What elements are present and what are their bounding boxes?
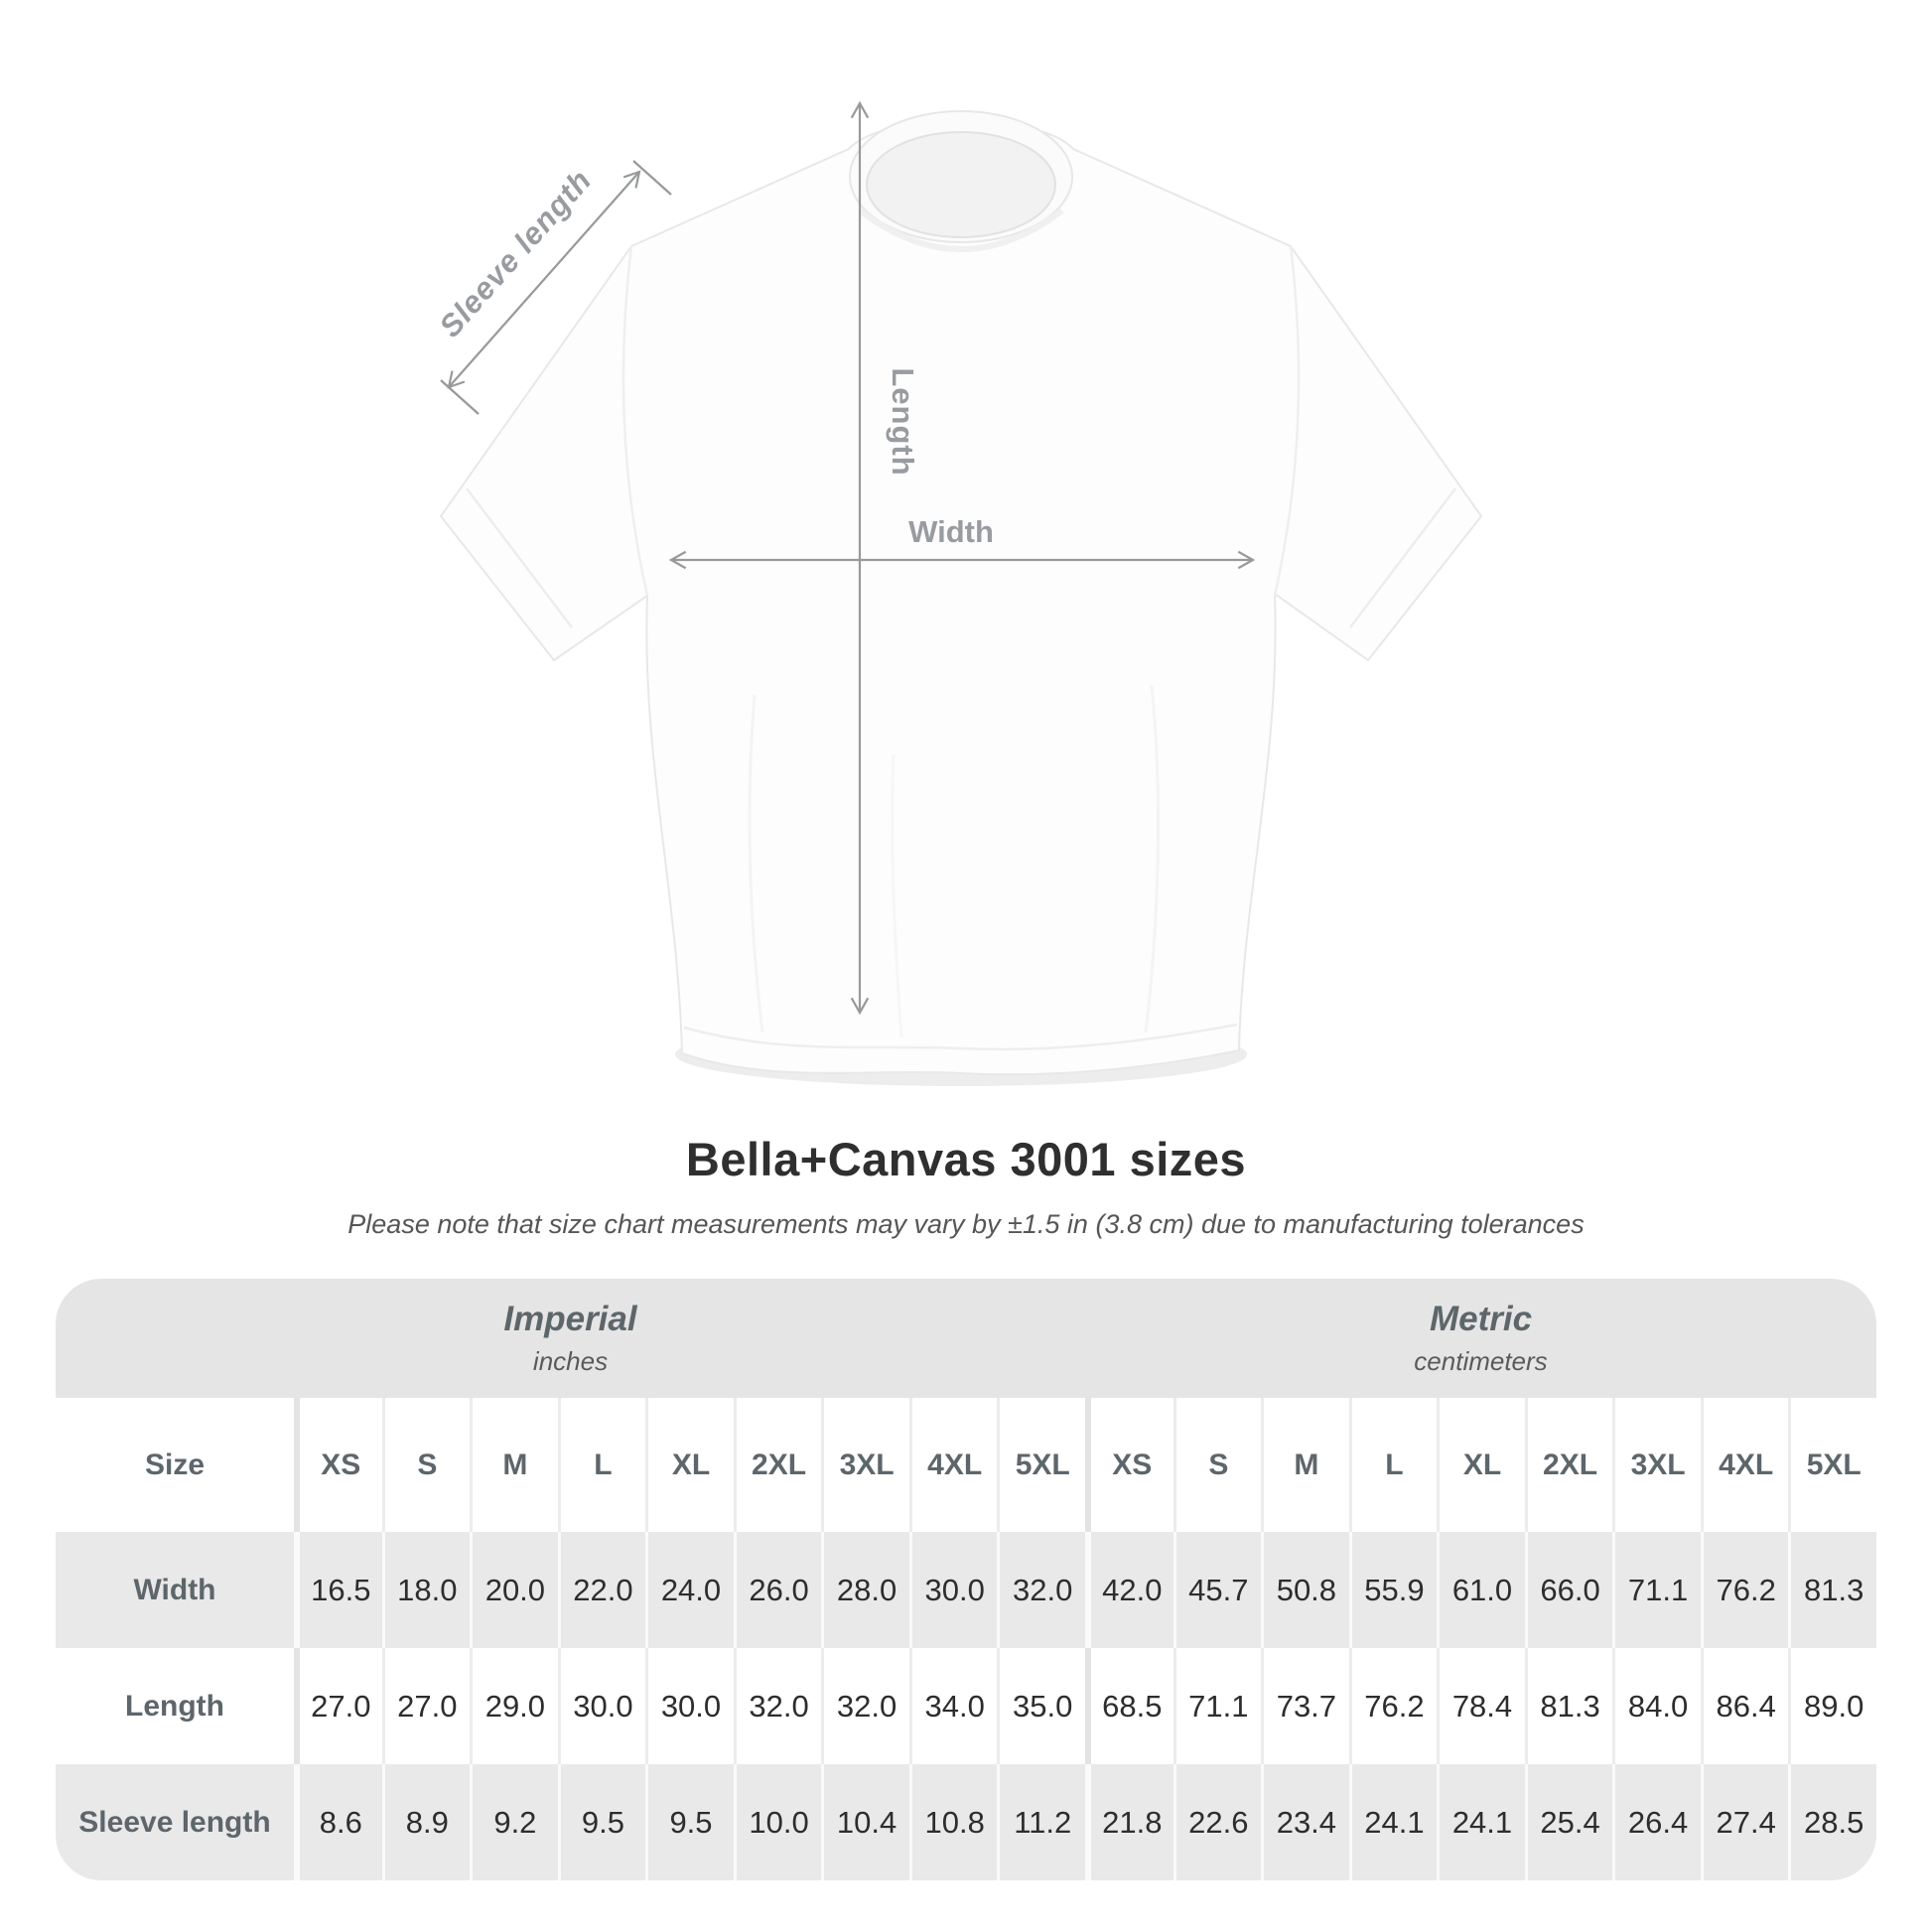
value-cell: 20.0 (470, 1532, 558, 1648)
value-cell: 24.0 (645, 1532, 734, 1648)
tshirt-illustration (441, 111, 1481, 1086)
imperial-unit: inches (532, 1346, 609, 1376)
value-cell: 32.0 (997, 1532, 1085, 1648)
sleeve-length-tick-top (633, 161, 671, 195)
value-cell: 8.9 (382, 1764, 471, 1880)
size-col-header: M (470, 1398, 558, 1532)
value-cell: 27.0 (294, 1648, 382, 1764)
value-cell: 26.0 (734, 1532, 822, 1648)
row-label: Sleeve length (78, 1805, 271, 1839)
value-cell: 76.2 (1701, 1532, 1789, 1648)
value-cell: 26.4 (1612, 1764, 1701, 1880)
sleeve-length-tick-bottom (441, 380, 479, 414)
size-col-header: S (1173, 1398, 1262, 1532)
unit-header-band (56, 1279, 1876, 1398)
size-col-header: XL (1437, 1398, 1525, 1532)
value-cell: 18.0 (382, 1532, 471, 1648)
row-label: Length (125, 1689, 224, 1723)
size-col-header: L (1349, 1398, 1438, 1532)
value-cell: 11.2 (997, 1764, 1085, 1880)
table-row-length (56, 1648, 1876, 1764)
value-cell: 84.0 (1612, 1648, 1701, 1764)
size-table (56, 1279, 1876, 1880)
size-col-header: 4XL (1701, 1398, 1789, 1532)
value-cell: 50.8 (1261, 1532, 1349, 1648)
size-col-header: L (558, 1398, 646, 1532)
size-col-header: XS (294, 1398, 382, 1532)
value-cell: 22.0 (558, 1532, 646, 1648)
tshirt-body (441, 121, 1481, 1075)
value-cell: 10.0 (734, 1764, 822, 1880)
size-col-header: 3XL (1612, 1398, 1701, 1532)
value-cell: 32.0 (821, 1648, 909, 1764)
value-cell: 30.0 (909, 1532, 998, 1648)
value-cell: 86.4 (1701, 1648, 1789, 1764)
size-col-header: 4XL (909, 1398, 998, 1532)
size-col-header: 2XL (734, 1398, 822, 1532)
metric-unit: centimeters (1414, 1346, 1548, 1376)
value-cell: 22.6 (1173, 1764, 1262, 1880)
value-cell: 28.0 (821, 1532, 909, 1648)
size-header-row (56, 1398, 1876, 1532)
value-cell: 35.0 (997, 1648, 1085, 1764)
size-col-header: XL (645, 1398, 734, 1532)
size-col-header: S (382, 1398, 471, 1532)
value-cell: 9.5 (645, 1764, 734, 1880)
collar-inner (867, 132, 1055, 237)
size-col-header: 5XL (1788, 1398, 1876, 1532)
value-cell: 45.7 (1173, 1532, 1262, 1648)
value-cell: 16.5 (294, 1532, 382, 1648)
imperial-title: Imperial (503, 1300, 637, 1338)
length-label: Length (886, 367, 920, 477)
value-cell: 25.4 (1525, 1764, 1613, 1880)
value-cell: 32.0 (734, 1648, 822, 1764)
value-cell: 10.4 (821, 1764, 909, 1880)
value-cell: 27.4 (1701, 1764, 1789, 1880)
width-label: Width (908, 514, 994, 549)
value-cell: 89.0 (1788, 1648, 1876, 1764)
value-cell: 28.5 (1788, 1764, 1876, 1880)
value-cell: 66.0 (1525, 1532, 1613, 1648)
row-label: Width (133, 1573, 216, 1606)
value-cell: 34.0 (909, 1648, 998, 1764)
value-cell: 71.1 (1612, 1532, 1701, 1648)
value-cell: 8.6 (294, 1764, 382, 1880)
metric-section-header (1085, 1279, 1876, 1398)
size-col-header: 3XL (821, 1398, 909, 1532)
value-cell: 24.1 (1349, 1764, 1438, 1880)
value-cell: 29.0 (470, 1648, 558, 1764)
value-cell: 30.0 (645, 1648, 734, 1764)
value-cell: 10.8 (909, 1764, 998, 1880)
size-column-header: Size (144, 1448, 206, 1481)
size-col-header: XS (1085, 1398, 1173, 1532)
value-cell: 42.0 (1085, 1532, 1173, 1648)
value-cell: 27.0 (382, 1648, 471, 1764)
imperial-section-header (56, 1279, 1085, 1398)
size-col-header: 5XL (997, 1398, 1085, 1532)
value-cell: 9.2 (470, 1764, 558, 1880)
value-cell: 9.5 (558, 1764, 646, 1880)
table-row-sleeve-length (56, 1764, 1876, 1880)
tolerance-note: Please note that size chart measurements may vary by ±1.5 in (3.8 cm) due to manufacturing tolerances (347, 1209, 1585, 1239)
value-cell: 78.4 (1437, 1648, 1525, 1764)
value-cell: 81.3 (1788, 1532, 1876, 1648)
value-cell: 23.4 (1261, 1764, 1349, 1880)
sleeve-length-label: Sleeve length (432, 162, 599, 345)
value-cell: 55.9 (1349, 1532, 1438, 1648)
value-cell: 61.0 (1437, 1532, 1525, 1648)
value-cell: 71.1 (1173, 1648, 1262, 1764)
value-cell: 81.3 (1525, 1648, 1613, 1764)
page-title: Bella+Canvas 3001 sizes (685, 1133, 1247, 1185)
size-col-header: M (1261, 1398, 1349, 1532)
table-row-width (56, 1532, 1876, 1648)
size-col-header: 2XL (1525, 1398, 1613, 1532)
value-cell: 24.1 (1437, 1764, 1525, 1880)
metric-title: Metric (1429, 1300, 1533, 1338)
value-cell: 73.7 (1261, 1648, 1349, 1764)
value-cell: 21.8 (1085, 1764, 1173, 1880)
value-cell: 68.5 (1085, 1648, 1173, 1764)
value-cell: 30.0 (558, 1648, 646, 1764)
value-cell: 76.2 (1349, 1648, 1438, 1764)
